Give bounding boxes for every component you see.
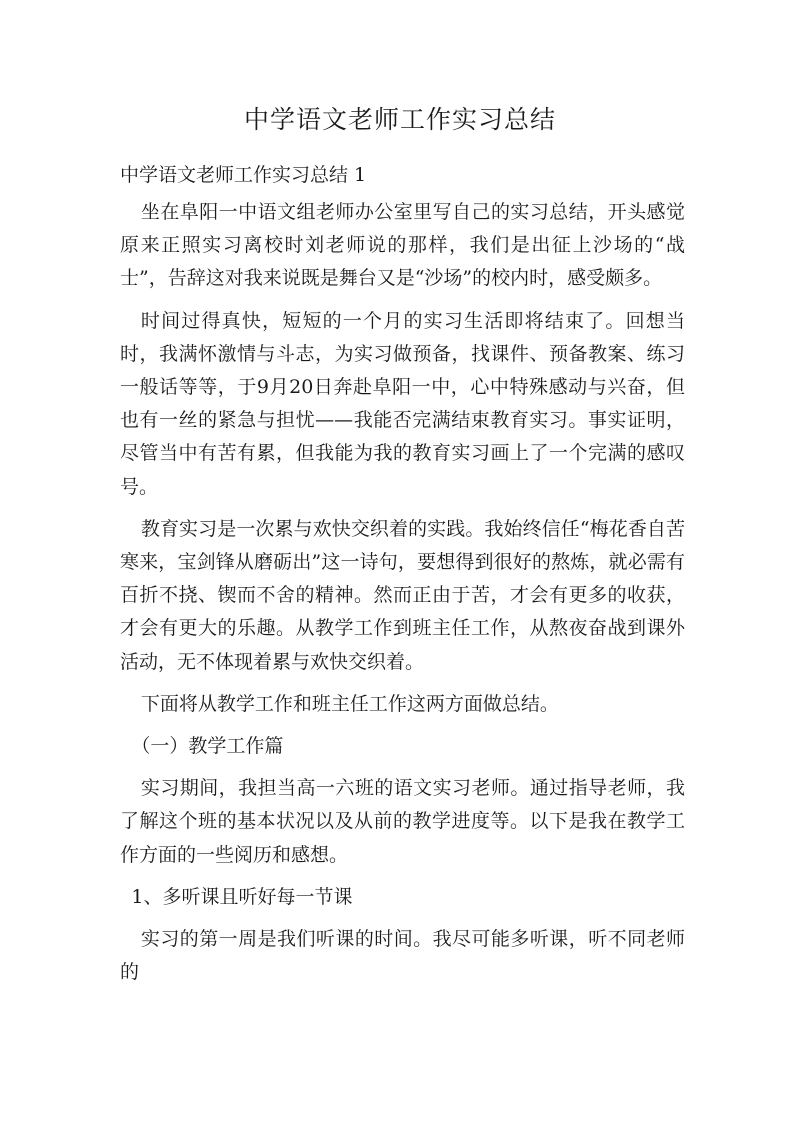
paragraph: 坐在阜阳一中语文组老师办公室里写自己的实习总结，开头感觉原来正照实习离校时刘老师说的那样，我们是出征上沙场的“战士”，告辞这对我来说既是舞台又是“沙场”的校内时，感受颇多。 <box>120 201 685 290</box>
paragraph: 实习的第一周是我们听课的时间。我尽可能多听课，听不同老师的 <box>120 928 685 984</box>
document-body <box>120 196 685 998</box>
subsection-heading: 1、多听课且听好每一节课 <box>131 885 353 908</box>
paragraph: 时间过得真快，短短的一个月的实习生活即将结束了。回想当时，我满怀激情与斗志，为实习做预备，找课件、预备教案、练习一般话等等，于9月20日奔赴阜阳一中，心中特殊感动与兴奋，但也有一丝的紧急与担忧——我能否完满结束教育实习。事实证明，尽管当中有苦有累，但我能为我的教育实习画上了一个完满的感叹号。 <box>120 309 685 498</box>
section-subtitle: 中学语文老师工作实习总结 1 <box>120 164 367 186</box>
paragraph: 实习期间，我担当高一六班的语文实习老师。通过指导老师，我了解这个班的基本状况以及从前的教学进度等。以下是我在教学工作方面的一些阅历和感想。 <box>120 777 685 866</box>
paragraph: 下面将从教学工作和班主任工作这两方面做总结。 <box>140 692 559 715</box>
section-heading: （一）教学工作篇 <box>131 735 284 758</box>
document-title: 中学语文老师工作实习总结 <box>243 105 556 134</box>
paragraph: 教育实习是一次累与欢快交织着的实践。我始终信任“梅花香自苦寒来，宝剑锋从磨砺出”这一诗句，要想得到很好的熬炼，就必需有百折不挠、锲而不舍的精神。然而正由于苦，才会有更多的收获，才会有更大的乐趣。从教学工作到班主任工作，从熬夜奋战到课外活动，无不体现着累与欢快交织着。 <box>120 517 685 673</box>
